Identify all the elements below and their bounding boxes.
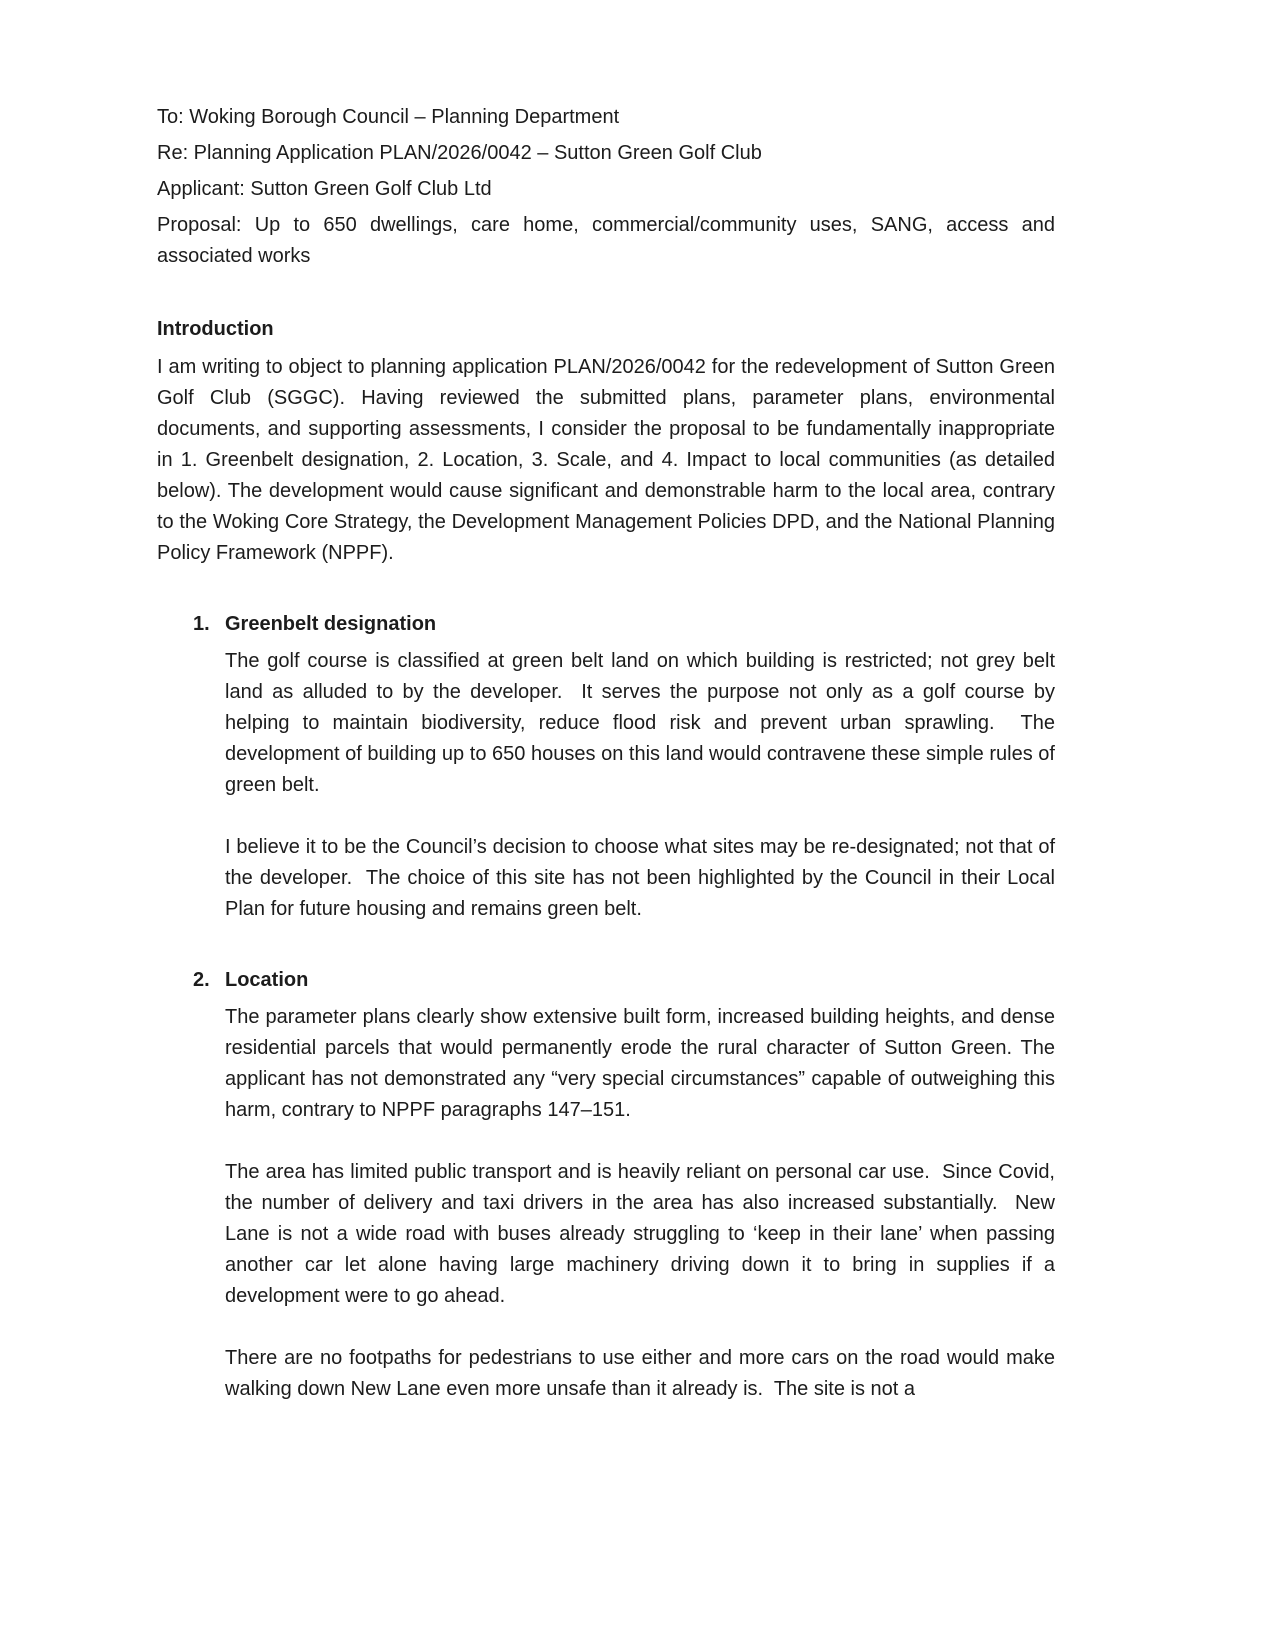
list-item-paragraph: The area has limited public transport and is heavily reliant on personal car use. Since Covid, the number of delivery and taxi drivers in the area has also increased substantially. New Lane is not a wide road with buses already struggling to ‘keep in their lane’ when passing another car let alone having large machinery driving down it to bring in supplies if a development were to go ahead. (225, 1161, 1061, 1307)
list-item-number: 1. (193, 613, 210, 635)
list-item-greenbelt-designation (157, 609, 1061, 925)
list-item-paragraph: The golf course is classified at green belt land on which building is restricted; not grey belt land as alluded to by the developer. It serves the purpose not only as a golf course by helping to maintain biodiversity, reduce flood risk and prevent urban sprawling. The development of building up to 650 houses on this land would contravene these simple rules of green belt. (225, 650, 1061, 796)
list-item-heading-row (157, 609, 1055, 640)
letter-header (157, 102, 1061, 272)
list-item-paragraph: The parameter plans clearly show extensive built form, increased building heights, and dense residential parcels that would permanently erode the rural character of Sutton Green. The applicant has not demonstrated any “very special circumstances” capable of outweighing this harm, contrary to NPPF paragraphs 147–151. (225, 1006, 1061, 1121)
header-line-re: Re: Planning Application PLAN/2026/0042 – Sutton Green Golf Club (157, 142, 762, 164)
introduction-paragraph: I am writing to object to planning application PLAN/2026/0042 for the redevelopment of Sutton Green Golf Club (SGGC). Having reviewed the submitted plans, parameter plans, environmental documents, and supporting assessments, I consider the proposal to be fundamentally inappropriate in 1. Greenbelt designation, 2. Location, 3. Scale, and 4. Impact to local communities (as detailed below). The development would cause significant and demonstrable harm to the local area, contrary to the Woking Core Strategy, the Development Management Policies DPD, and the National Planning Policy Framework (NPPF). (157, 356, 1061, 564)
list-item-number: 2. (193, 969, 210, 991)
list-item-heading: Greenbelt designation (225, 613, 437, 635)
introduction-section (157, 314, 1061, 569)
list-item-location (157, 965, 1061, 1405)
list-item-heading-row (157, 965, 1055, 996)
list-item-paragraph: There are no footpaths for pedestrians to use either and more cars on the road would make walking down New Lane even more unsafe than it already is. The site is not a (225, 1347, 1061, 1400)
introduction-heading: Introduction (157, 318, 274, 340)
header-line-applicant: Applicant: Sutton Green Golf Club Ltd (157, 178, 492, 200)
list-item-paragraph: I believe it to be the Council’s decision to choose what sites may be re-designated; not that of the developer. The choice of this site has not been highlighted by the Council in their Local Plan for future housing and remains green belt. (225, 836, 1061, 920)
header-line-to: To: Woking Borough Council – Planning Department (157, 106, 620, 128)
objection-list (157, 609, 1061, 1405)
header-line-proposal: Proposal: Up to 650 dwellings, care home, commercial/community uses, SANG, access and associated works (157, 214, 1061, 267)
list-item-heading: Location (225, 969, 309, 991)
